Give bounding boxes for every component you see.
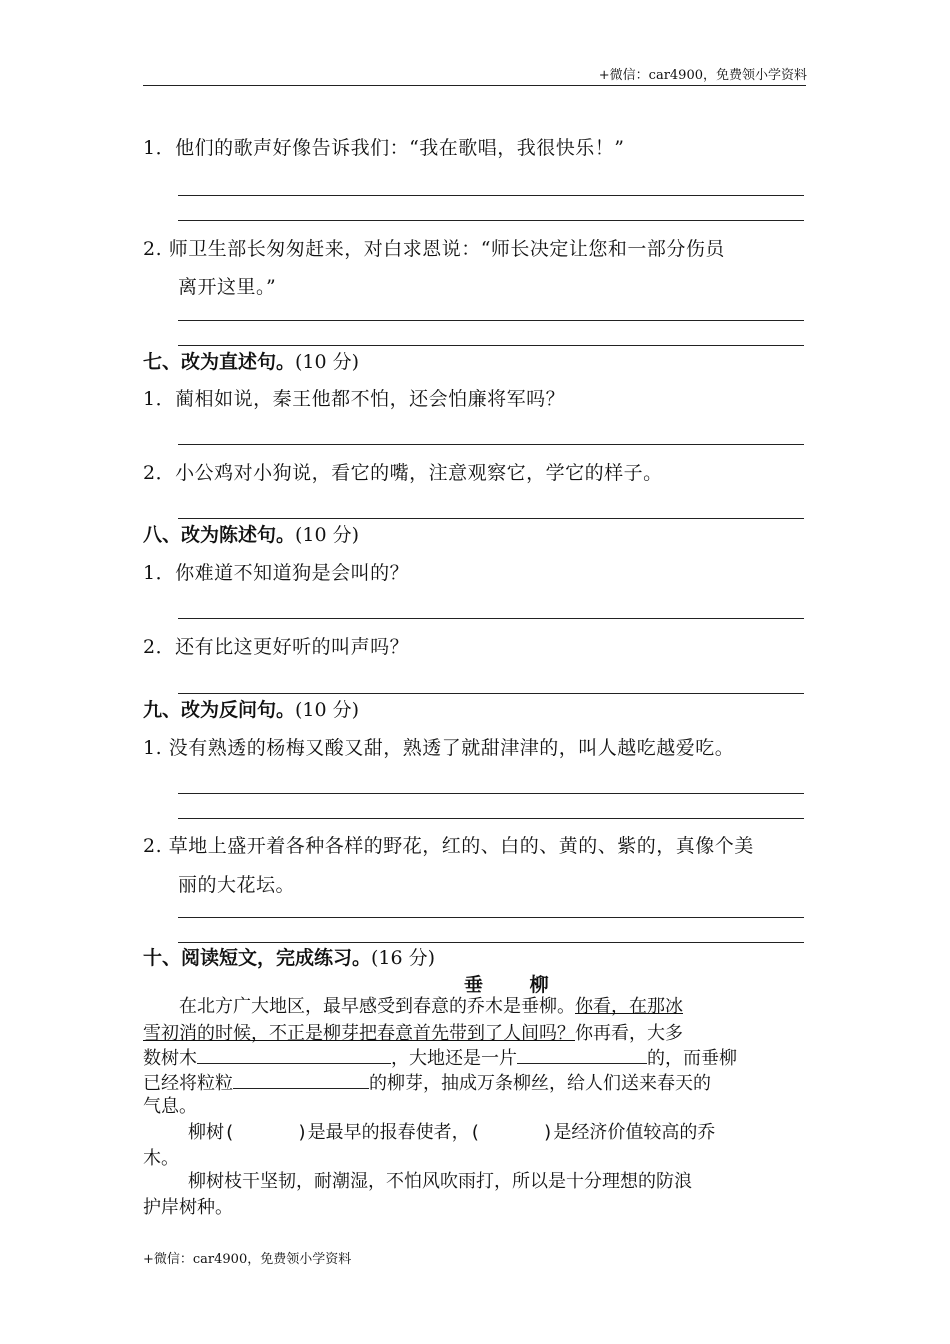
question-number: 1． — [143, 562, 176, 584]
question-7-1 — [143, 387, 565, 411]
question-number: 1. — [143, 737, 163, 759]
passage-line: 在北方广大地区，最早感受到春意的乔木是垂柳。你看，在那冰 — [179, 996, 683, 1017]
answer-line[interactable] — [178, 320, 804, 321]
answer-line[interactable] — [178, 818, 804, 819]
question-text: 没有熟透的杨梅又酸又甜，熟透了就甜津津的，叫人越吃越爱吃。 — [168, 737, 735, 759]
section-8-heading — [143, 523, 359, 547]
underlined-sentence: 你看，在那冰 — [575, 996, 683, 1017]
question-9-1 — [143, 736, 734, 760]
answer-line[interactable] — [178, 220, 804, 221]
question-9-2 — [143, 834, 754, 858]
question-number: 2. — [143, 238, 163, 260]
question-number: 2. — [143, 835, 163, 857]
passage-line: 木。 — [143, 1148, 179, 1169]
question-8-2 — [143, 635, 409, 659]
page-header: +微信：car4900，免费领小学资料 — [598, 68, 807, 83]
passage-line: 柳树( )是最早的报春使者，( )是经济价值较高的乔 — [188, 1122, 716, 1143]
question-8-1 — [143, 561, 409, 585]
question-text: 小公鸡对小狗说，看它的嘴，注意观察它，学它的样子。 — [175, 462, 663, 484]
question-text: 师卫生部长匆匆赶来，对白求恩说：“师长决定让您和一部分伤员 — [168, 238, 725, 260]
answer-line[interactable] — [178, 195, 804, 196]
question-text: 草地上盛开着各种各样的野花，红的、白的、黄的、紫的，真像个美 — [168, 835, 754, 857]
answer-line[interactable] — [178, 917, 804, 918]
section-9-heading — [143, 698, 359, 722]
answer-line[interactable] — [178, 518, 804, 519]
answer-line[interactable] — [178, 793, 804, 794]
answer-line[interactable] — [178, 942, 804, 943]
passage-line: 雪初消的时候，不正是柳芽把春意首先带到了人间吗？你再看，大多 — [143, 1023, 683, 1044]
header-divider — [143, 85, 806, 86]
section-points: (10 分) — [295, 524, 360, 546]
question-text: 蔺相如说，秦王他都不怕，还会怕廉将军吗？ — [175, 388, 566, 410]
question-text: 你难道不知道狗是会叫的？ — [175, 562, 410, 584]
section-title: 九、改为反问句。 — [143, 699, 296, 721]
passage-line: 气息。 — [143, 1096, 197, 1117]
section-points: (10 分) — [295, 351, 360, 373]
answer-line[interactable] — [178, 693, 804, 694]
fill-blank[interactable] — [233, 1070, 369, 1089]
section-title: 七、改为直述句。 — [143, 351, 296, 373]
passage-line: 柳树枝干坚韧，耐潮湿，不怕风吹雨打，所以是十分理想的防浪 — [188, 1171, 692, 1192]
question-number: 1． — [143, 137, 176, 159]
section-10-heading — [143, 946, 435, 970]
section-7-heading — [143, 350, 359, 374]
passage-title: 垂 柳 — [464, 974, 569, 996]
question-number: 1． — [143, 388, 176, 410]
answer-line[interactable] — [178, 618, 804, 619]
question-6-2-continuation: 离开这里。” — [178, 276, 277, 298]
section-points: (16 分) — [371, 947, 436, 969]
question-7-2 — [143, 461, 663, 485]
answer-line[interactable] — [178, 444, 804, 445]
page-footer: +微信：car4900，免费领小学资料 — [143, 1252, 352, 1267]
passage-line: 数树木 ，大地还是一片 的，而垂柳 — [143, 1045, 737, 1071]
question-9-2-continuation: 丽的大花坛。 — [178, 874, 296, 896]
question-number: 2． — [143, 462, 176, 484]
fill-blank[interactable] — [197, 1045, 391, 1064]
passage-line: 已经将粒粒 的柳芽，抽成万条柳丝，给人们送来春天的 — [143, 1070, 711, 1096]
question-6-1 — [143, 136, 625, 160]
fill-blank[interactable] — [517, 1045, 647, 1064]
answer-line[interactable] — [178, 345, 804, 346]
passage-line: 护岸树种。 — [143, 1197, 233, 1218]
section-title: 八、改为陈述句。 — [143, 524, 296, 546]
underlined-sentence: 雪初消的时候，不正是柳芽把春意首先带到了人间吗？ — [143, 1023, 575, 1044]
section-points: (10 分) — [295, 699, 360, 721]
question-text: 还有比这更好听的叫声吗？ — [175, 636, 410, 658]
question-number: 2． — [143, 636, 176, 658]
question-6-2 — [143, 237, 725, 261]
question-text: 他们的歌声好像告诉我们：“我在歌唱，我很快乐！” — [175, 137, 625, 159]
section-title: 十、阅读短文，完成练习。 — [143, 947, 372, 969]
